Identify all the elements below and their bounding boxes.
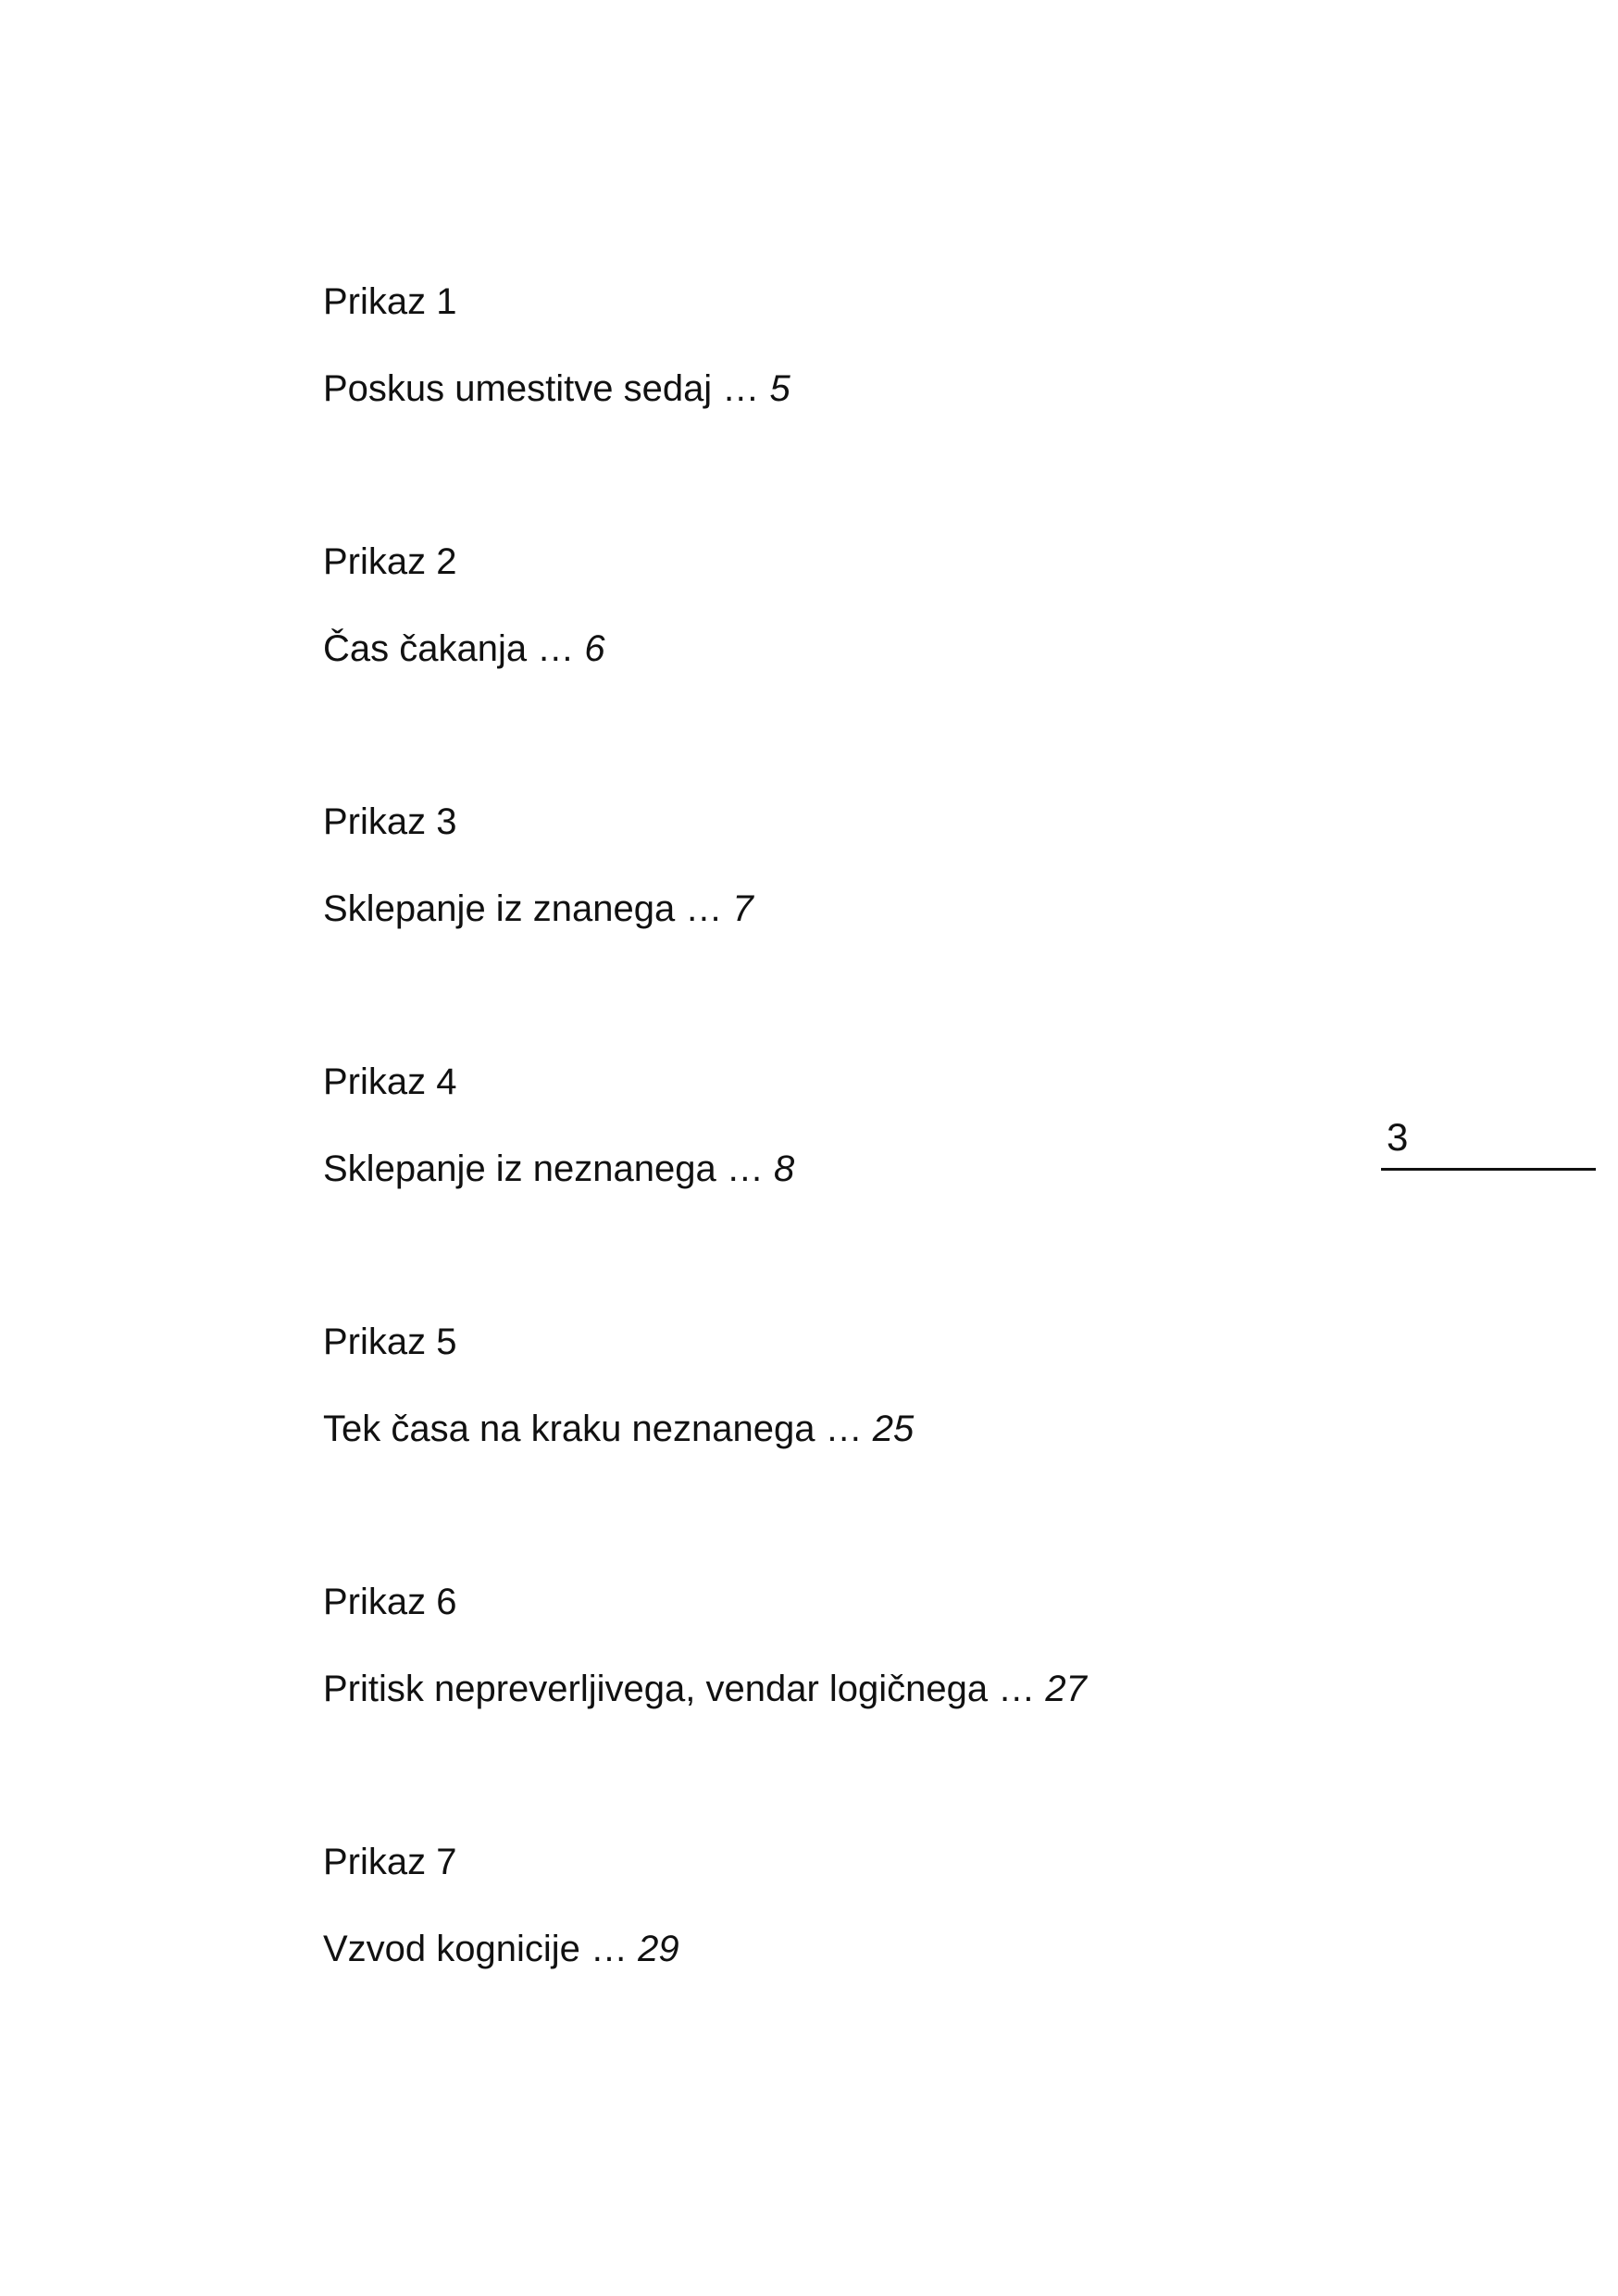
- entry-title: Vzvod kognicije …: [323, 1929, 629, 1969]
- entry-title-line: [323, 1145, 1341, 1193]
- entry-title-line: [323, 1665, 1341, 1713]
- entry-title: Poskus umestitve sedaj …: [323, 368, 760, 409]
- entry-title-line: [323, 1405, 1341, 1453]
- entry-label: Prikaz 4: [323, 1061, 457, 1102]
- toc-entry-4: [323, 1058, 1341, 1318]
- entry-title: Sklepanje iz znanega …: [323, 888, 723, 929]
- entry-label: Prikaz 1: [323, 281, 457, 322]
- entry-label: Prikaz 3: [323, 801, 457, 842]
- page-number-rule: [1381, 1168, 1596, 1171]
- entry-page-number: 6: [584, 628, 605, 669]
- entry-title-line: [323, 1925, 1341, 1973]
- entry-page-number: 8: [774, 1148, 795, 1189]
- entry-page-number: 7: [732, 888, 753, 929]
- page-number-marker: [1381, 1111, 1596, 1170]
- entry-label: Prikaz 5: [323, 1322, 457, 1362]
- table-of-contents: [323, 278, 1341, 2098]
- entry-label: Prikaz 2: [323, 541, 457, 582]
- entry-title: Čas čakanja …: [323, 628, 575, 669]
- toc-entry-3: [323, 798, 1341, 1058]
- entry-title: Sklepanje iz neznanega …: [323, 1148, 764, 1189]
- entry-title-line: [323, 625, 1341, 673]
- entry-label: Prikaz 7: [323, 1842, 457, 1882]
- entry-page-number: 5: [769, 368, 790, 409]
- toc-entry-2: [323, 538, 1341, 798]
- toc-entry-5: [323, 1318, 1341, 1578]
- entry-title: Pritisk nepreverljivega, vendar logičnega …: [323, 1669, 1036, 1709]
- page-number: 3: [1387, 1115, 1409, 1159]
- toc-entry-1: [323, 278, 1341, 538]
- entry-title-line: [323, 885, 1341, 933]
- entry-title: Tek časa na kraku neznanega …: [323, 1409, 863, 1449]
- entry-page-number: 27: [1045, 1669, 1087, 1709]
- entry-label: Prikaz 6: [323, 1582, 457, 1622]
- toc-entry-7: [323, 1838, 1341, 2098]
- entry-page-number: 29: [638, 1929, 679, 1969]
- entry-page-number: 25: [872, 1409, 915, 1449]
- entry-title-line: [323, 365, 1341, 413]
- toc-entry-6: [323, 1578, 1341, 1838]
